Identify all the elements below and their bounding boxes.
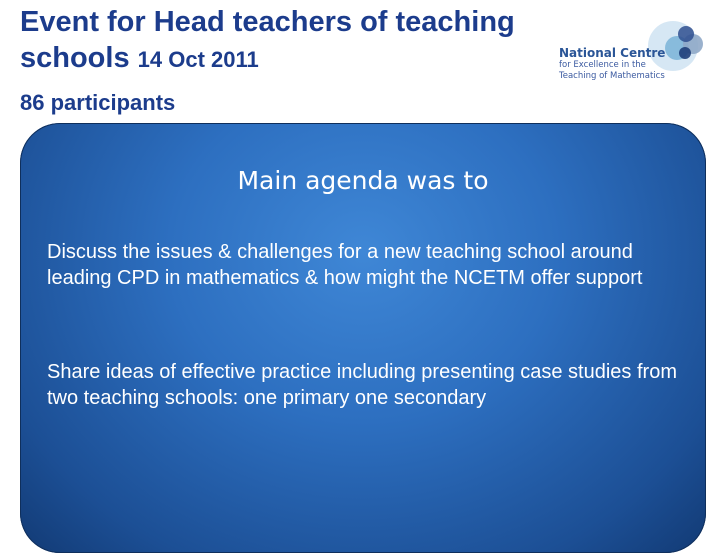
ncetm-logo bbox=[555, 18, 715, 98]
agenda-item-discuss: Discuss the issues & challenges for a new teaching school around leading CPD in mathematics & how might the NCETM offer support bbox=[47, 241, 643, 289]
title-date: 14 Oct 2011 bbox=[137, 47, 259, 72]
title-main: Event for Head teachers of teaching schools bbox=[20, 6, 515, 74]
participants-count: 86 participants bbox=[20, 90, 176, 115]
logo-line2: for Excellence in the bbox=[559, 60, 646, 70]
logo-line1: National Centre bbox=[559, 46, 666, 60]
agenda-panel bbox=[20, 123, 706, 553]
logo-line3: Teaching of Mathematics bbox=[559, 71, 665, 81]
agenda-heading: Main agenda was to bbox=[237, 166, 489, 195]
page-title bbox=[20, 4, 540, 78]
agenda-item-share: Share ideas of effective practice including presenting case studies from two teaching schools: one primary one secondary bbox=[47, 361, 677, 409]
